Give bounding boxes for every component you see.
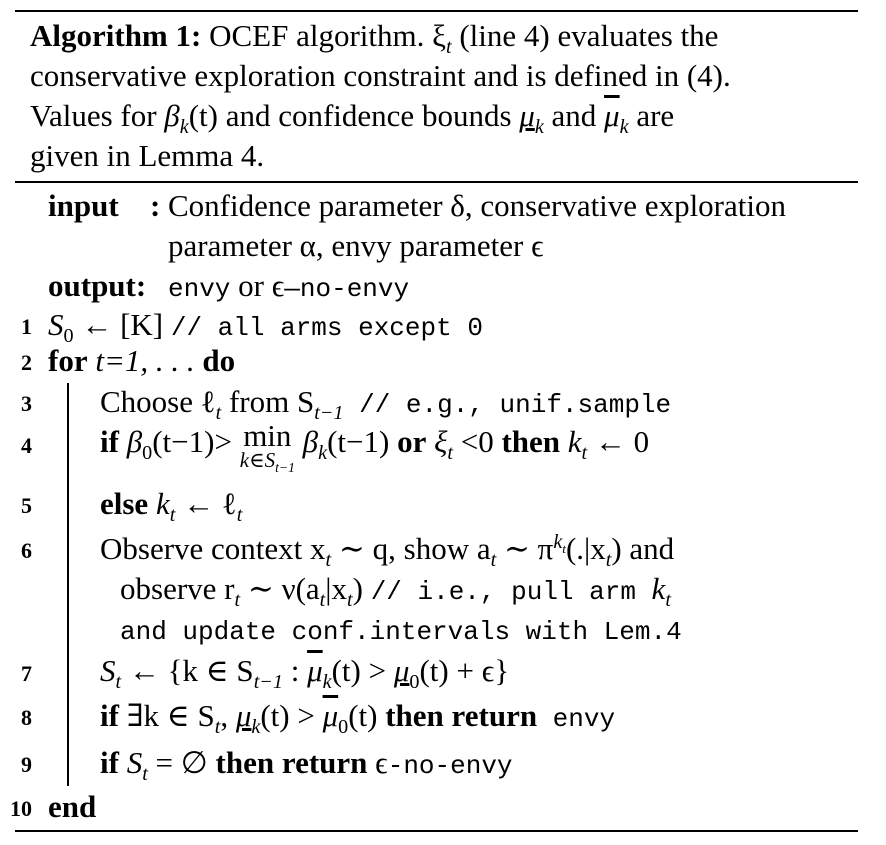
caption-line-4: given in Lemma 4. — [30, 138, 265, 173]
input-keyword: input — [48, 188, 119, 223]
line-number-7: 7 — [21, 661, 32, 686]
caption-rule — [15, 181, 858, 183]
input-value-line-1: Confidence parameter δ, conservative exploration — [168, 188, 786, 223]
algo-line-6-cont-2: and update conf.intervals with Lem.4 — [120, 617, 682, 647]
output-keyword: output — [48, 268, 136, 303]
line-number-5: 5 — [21, 493, 32, 518]
algo-line-5: else $k_t$ ← ℓ$_t$ — [100, 486, 243, 527]
line-number-4: 4 — [21, 433, 32, 458]
line-number-6: 6 — [21, 538, 32, 563]
line-number-9: 9 — [21, 752, 32, 777]
loop-body-bar — [67, 383, 69, 786]
top-rule — [15, 10, 858, 12]
bottom-rule — [15, 830, 858, 832]
algo-line-6-cont: observe $r_t$ ∼ $\nu(a_t|x_t) // i.e$., pull arm $k_t$ — [120, 571, 671, 612]
line-number-1: 1 — [21, 314, 32, 339]
min-operator: min $k\in S_{t-1}$ — [239, 418, 295, 476]
line-number-2: 2 — [21, 350, 32, 375]
algo-line-8: if ∃k ∈ $S_t$, $\mu_k(t) > \overline{\mu}_0(t)$ then return envy — [100, 698, 616, 739]
output-label-row: output: — [48, 266, 146, 306]
line-number-8: 8 — [21, 705, 32, 730]
caption-line-3: Values for $\beta_k(t)$ and confidence bounds $\mu_k$ and $\overline{\mu}_k$ are — [30, 98, 675, 139]
algo-line-1: $S_0$ ← [K] // all arms except 0 — [48, 307, 483, 348]
algo-line-2: for t=1, . . . do — [48, 343, 236, 378]
algo-line-4: if $\beta_0(t-1)> \min$ $k\in S_{t-1}$ $\beta_k(t-1)$ or $\xi_t <0$ then $k_t$ ← 0 — [100, 418, 650, 476]
line-number-10: 10 — [10, 796, 32, 821]
algorithm-label: Algorithm 1: — [30, 18, 202, 53]
algo-line-9: if $S_t$ = ∅ then return ϵ-no-envy — [100, 745, 513, 786]
input-value-line-2: parameter α, envy parameter ϵ — [168, 228, 544, 263]
caption-line-1: Algorithm 1: OCEF algorithm. $\xi_t$ (line 4) evaluates the — [30, 18, 719, 59]
input-label-row: input : — [48, 186, 160, 226]
output-value: envy or ϵ—no-envy — [168, 268, 410, 304]
algo-line-6: Observe context $x_t$ ∼ q, show $a_t$ ∼ $\pi^{k_t}(.|x_t)$ and — [100, 530, 675, 572]
line-number-3: 3 — [21, 391, 32, 416]
algo-line-3: Choose ℓ$_t$ from $S_{t-1} // e.g$., unif.sample — [100, 384, 672, 425]
caption-line-2: conservative exploration constraint and is defined in (4). — [30, 58, 731, 93]
algo-line-10: end — [48, 789, 97, 824]
algo-line-7: $S_t$ ← {k ∈ $S_{t-1}$ : $\overline{\mu}_k(t) > \mu_0(t) + \epsilon$} — [100, 653, 510, 694]
algorithm-caption — [30, 16, 850, 176]
